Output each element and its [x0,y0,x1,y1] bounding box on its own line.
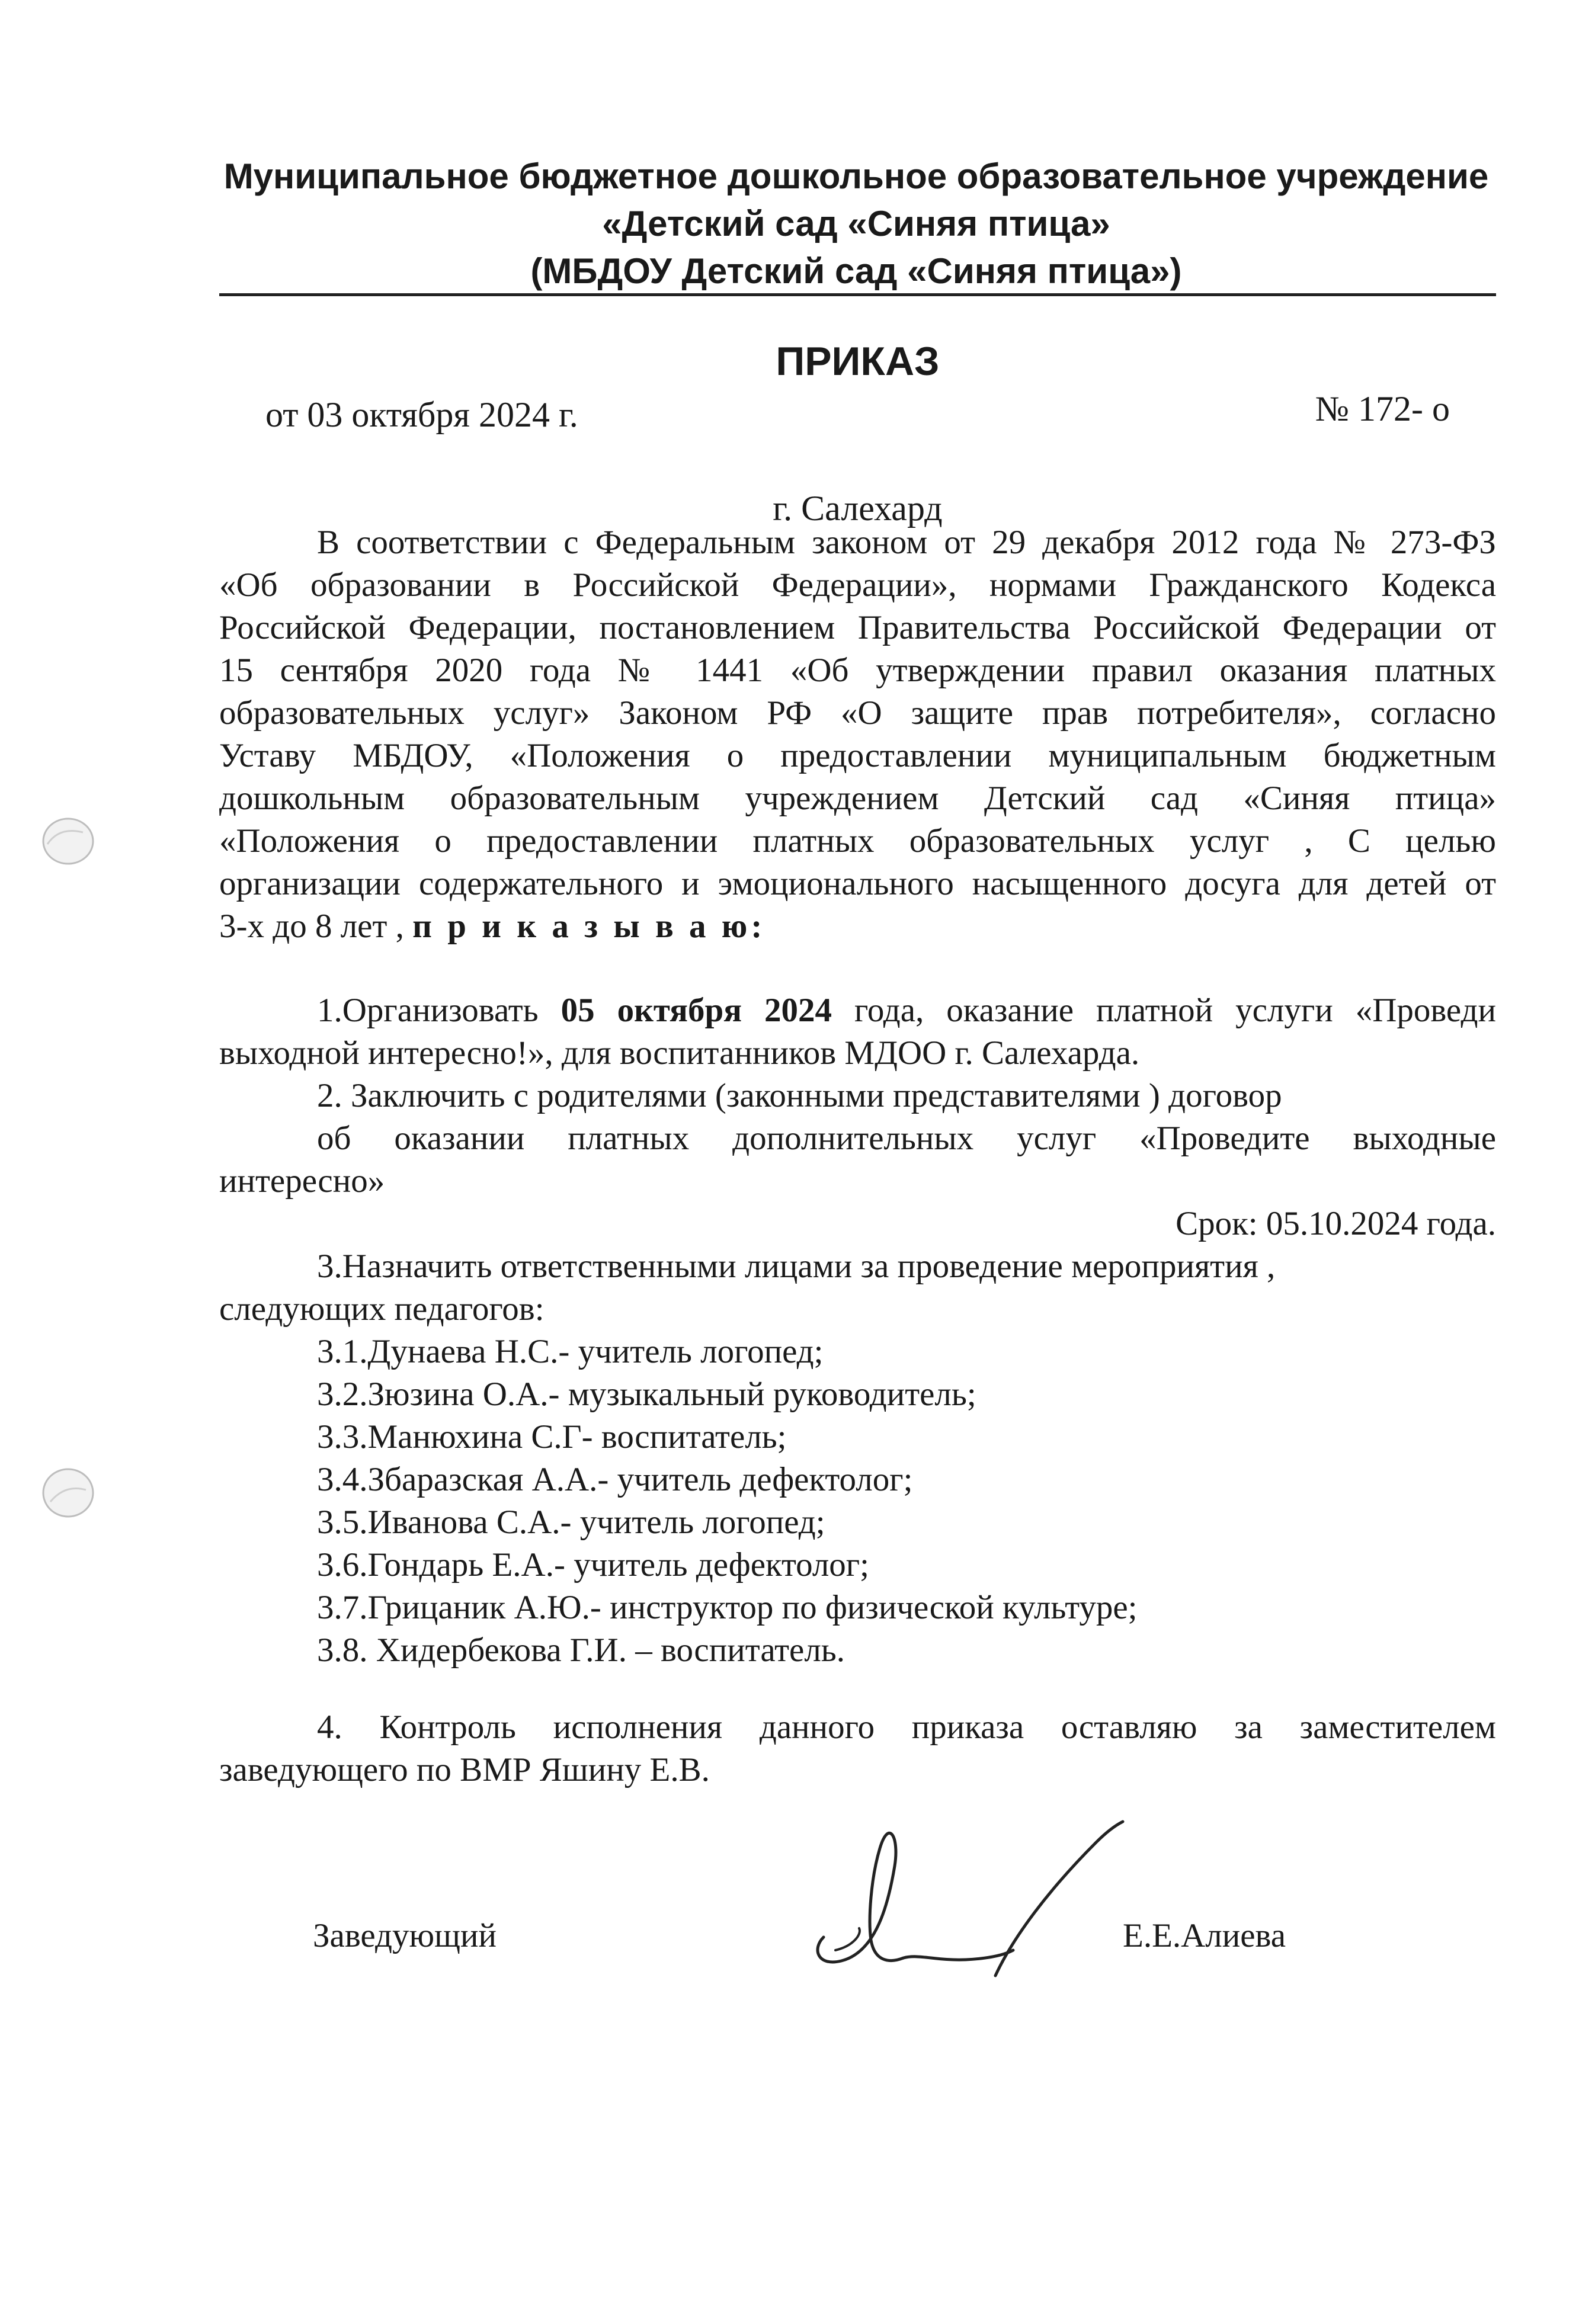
document-title: ПРИКАЗ [776,339,940,384]
preamble-line: образовательных услуг» Законом РФ «О защите прав потребителя», согласно [219,694,1496,732]
order-command: п р и к а з ы в а ю: [412,908,766,945]
item-4-line: заведующего по ВМР Яшину Е.В. [219,1751,710,1788]
preamble-line: В соответствии с Федеральным законом от 29 декабря 2012 года № 273-ФЗ [317,524,1496,561]
preamble-line: Российской Федерации, постановлением Правительства Российской Федерации от [219,609,1496,646]
staff-list-item: 3.8. Хидербекова Г.И. – воспитатель. [317,1631,845,1669]
handwritten-signature [800,1813,1132,1979]
preamble-line: Уставу МБДОУ, «Положения о предоставлении муниципальным бюджетным [219,737,1496,774]
item-1-text: 1.Организовать [317,992,561,1029]
preamble-line: «Положения о предоставлении платных образовательных услуг , С целью [219,822,1496,860]
preamble-text: 3-х до 8 лет , [219,908,413,945]
preamble-line: дошкольным образовательным учреждением Детский сад «Синяя птица» [219,780,1496,817]
organization-short-name: (МБДОУ Детский сад «Синяя птица») [530,251,1182,291]
preamble-line: организации содержательного и эмоционального насыщенного досуга для детей от [219,865,1496,902]
staff-list-item: 3.5.Иванова С.А.- учитель логопед; [317,1504,825,1541]
order-date: от 03 октября 2024 г. [265,395,578,434]
staff-list-item: 3.4.Збаразская А.А.- учитель дефектолог; [317,1461,913,1498]
organization-name-line: Муниципальное бюджетное дошкольное образовательное учреждение [223,156,1489,196]
item-3-line: 3.Назначить ответственными лицами за проведение мероприятия , [317,1248,1276,1285]
preamble-line [219,905,1496,948]
item-1-line [317,989,1496,1032]
item-1-line: выходной интересно!», для воспитанников МДОО г. Салехарда. [219,1034,1140,1072]
staff-list-item: 3.7.Грицаник А.Ю.- инструктор по физической культуре; [317,1589,1138,1626]
punch-hole-mark [36,1460,101,1525]
order-number: № 172- о [1315,389,1450,428]
preamble-line: 15 сентября 2020 года № 1441 «Об утверждении правил оказания платных [219,652,1496,689]
signatory-name: Е.Е.Алиева [1123,1917,1286,1954]
item-2-deadline: Срок: 05.10.2024 года. [1176,1205,1496,1242]
item-3-line: следующих педагогов: [219,1290,545,1328]
staff-list-item: 3.1.Дунаева Н.С.- учитель логопед; [317,1333,824,1370]
punch-hole-mark [36,809,101,874]
signatory-role: Заведующий [313,1917,497,1954]
item-2-line: об оказании платных дополнительных услуг «Проведите выходные [317,1120,1496,1157]
city: г. Салехард [773,489,943,528]
preamble-line: «Об образовании в Российской Федерации», нормами Гражданского Кодекса [219,566,1496,604]
item-2-line: интересно» [219,1162,385,1200]
item-2-line: 2. Заключить с родителями (законными представителями ) договор [317,1077,1282,1114]
organization-name-line: «Детский сад «Синяя птица» [602,204,1110,243]
staff-list-item: 3.2.Зюзина О.А.- музыкальный руководитель; [317,1376,976,1413]
item-1-text: года, оказание платной услуги «Проведи [832,992,1496,1029]
staff-list-item: 3.6.Гондарь Е.А.- учитель дефектолог; [317,1546,870,1583]
header-divider [219,293,1496,296]
staff-list-item: 3.3.Манюхина С.Г- воспитатель; [317,1418,787,1456]
item-4-line: 4. Контроль исполнения данного приказа оставляю за заместителем [317,1708,1496,1746]
event-date: 05 октября 2024 [561,992,832,1029]
